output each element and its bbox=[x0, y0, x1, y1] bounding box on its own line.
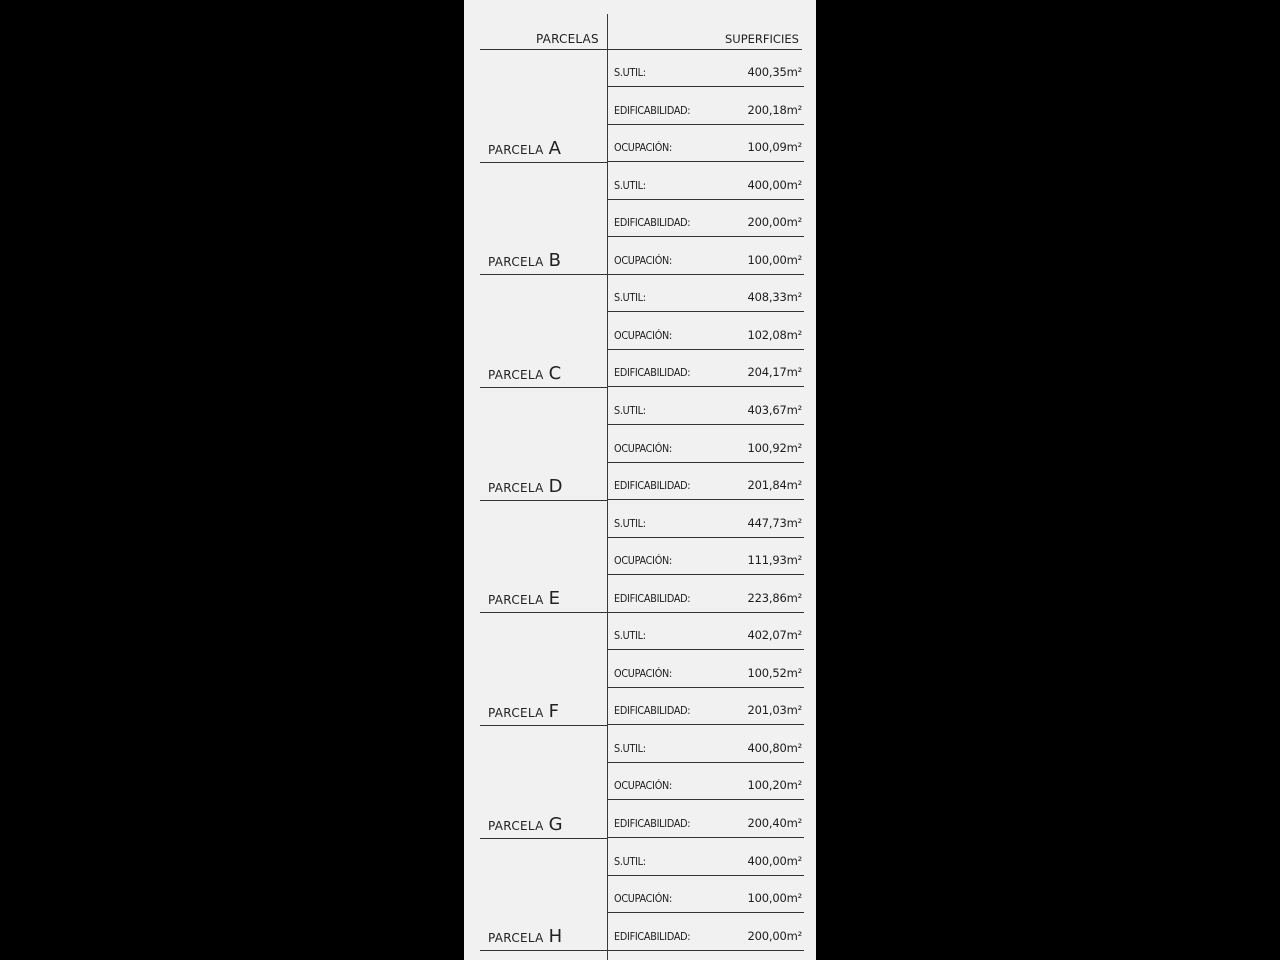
surface-value: 408,33m² bbox=[747, 290, 802, 305]
surface-value: 100,92m² bbox=[747, 440, 802, 455]
parcel-name bbox=[480, 813, 607, 839]
surface-label: EDIFICABILIDAD: bbox=[614, 367, 691, 380]
parcel-prefix: PARCELA bbox=[488, 367, 544, 382]
surface-value: 102,08m² bbox=[747, 327, 802, 342]
surface-value: 403,67m² bbox=[747, 402, 802, 417]
surface-value: 100,00m² bbox=[747, 252, 802, 267]
surface-label: S.UTIL: bbox=[614, 179, 646, 192]
surface-row bbox=[608, 763, 804, 800]
surface-row bbox=[608, 576, 804, 613]
header-superficies: SUPERFICIES bbox=[725, 32, 799, 46]
parcel-name bbox=[480, 249, 607, 275]
surface-value: 100,00m² bbox=[747, 891, 802, 906]
parcel-prefix: PARCELA bbox=[488, 931, 544, 946]
surface-row bbox=[608, 275, 804, 312]
parcel-letter: E bbox=[548, 588, 561, 610]
parcel-name bbox=[480, 362, 607, 388]
surface-value: 100,09m² bbox=[747, 140, 802, 155]
parcel-name bbox=[480, 137, 607, 163]
surface-label: OCUPACIÓN: bbox=[614, 667, 672, 680]
surface-value: 100,20m² bbox=[747, 778, 802, 793]
parcel-label bbox=[488, 588, 560, 609]
surface-row bbox=[608, 426, 804, 463]
surface-value: 400,00m² bbox=[747, 177, 802, 192]
surface-row bbox=[608, 200, 804, 237]
surface-row bbox=[608, 313, 804, 350]
surface-label: EDIFICABILIDAD: bbox=[614, 217, 691, 230]
parcel-name bbox=[480, 925, 607, 951]
surface-row bbox=[608, 463, 804, 500]
document-sheet bbox=[464, 0, 816, 960]
parcel-label bbox=[488, 476, 563, 497]
parcel-prefix: PARCELA bbox=[488, 818, 544, 833]
parcel-name bbox=[480, 475, 607, 501]
surface-label: S.UTIL: bbox=[614, 855, 646, 868]
surface-value: 400,35m² bbox=[747, 65, 802, 79]
surface-label: S.UTIL: bbox=[614, 67, 646, 79]
surface-row bbox=[608, 88, 804, 125]
surface-row bbox=[608, 839, 804, 876]
surface-row bbox=[608, 876, 804, 913]
surface-value: 200,00m² bbox=[747, 928, 802, 943]
surface-label: OCUPACIÓN: bbox=[614, 893, 672, 906]
surface-label: OCUPACIÓN: bbox=[614, 329, 672, 342]
surface-value: 400,80m² bbox=[747, 740, 802, 755]
surface-row bbox=[608, 688, 804, 725]
parcel-letter: D bbox=[548, 475, 563, 497]
surface-value: 201,03m² bbox=[747, 703, 802, 718]
surface-label: S.UTIL: bbox=[614, 404, 646, 417]
surface-label: OCUPACIÓN: bbox=[614, 254, 672, 267]
surface-label: OCUPACIÓN: bbox=[614, 780, 672, 793]
surface-value: 100,52m² bbox=[747, 665, 802, 680]
surface-value: 223,86m² bbox=[747, 590, 802, 605]
surface-row bbox=[608, 651, 804, 688]
parcel-letter: C bbox=[548, 362, 562, 384]
surface-label: S.UTIL: bbox=[614, 630, 646, 643]
surface-label: EDIFICABILIDAD: bbox=[614, 480, 691, 493]
surface-label: S.UTIL: bbox=[614, 742, 646, 755]
surface-label: EDIFICABILIDAD: bbox=[614, 592, 691, 605]
surface-label: OCUPACIÓN: bbox=[614, 442, 672, 455]
surface-row bbox=[608, 914, 804, 951]
surface-value: 200,18m² bbox=[747, 102, 802, 117]
parcel-letter: G bbox=[548, 813, 563, 835]
parcel-label bbox=[488, 363, 561, 384]
surface-value: 400,00m² bbox=[747, 853, 802, 868]
surface-row bbox=[608, 501, 804, 538]
surface-row bbox=[608, 538, 804, 575]
parcel-prefix: PARCELA bbox=[488, 255, 544, 270]
parcel-name bbox=[480, 587, 607, 613]
surface-row bbox=[608, 125, 804, 162]
parcel-prefix: PARCELA bbox=[488, 480, 544, 495]
surface-label: EDIFICABILIDAD: bbox=[614, 930, 691, 943]
surface-row bbox=[608, 726, 804, 763]
surface-row bbox=[608, 801, 804, 838]
parcel-label bbox=[488, 701, 559, 722]
parcel-label bbox=[488, 138, 561, 159]
surface-value: 201,84m² bbox=[747, 478, 802, 493]
parcel-prefix: PARCELA bbox=[488, 142, 544, 157]
parcel-letter: A bbox=[548, 137, 561, 159]
surface-row bbox=[608, 238, 804, 275]
parcel-letter: B bbox=[548, 250, 562, 272]
surface-label: EDIFICABILIDAD: bbox=[614, 818, 691, 830]
parcel-label bbox=[488, 250, 561, 271]
parcel-letter: H bbox=[548, 926, 563, 948]
parcel-letter: F bbox=[548, 700, 560, 722]
surface-row bbox=[608, 163, 804, 200]
surface-row bbox=[608, 50, 804, 87]
parcel-name bbox=[480, 700, 607, 726]
parcel-label bbox=[488, 926, 562, 947]
parcel-prefix: PARCELA bbox=[488, 705, 544, 720]
surface-row bbox=[608, 388, 804, 425]
surface-row bbox=[608, 613, 804, 650]
parcel-prefix: PARCELA bbox=[488, 593, 544, 608]
surface-label: EDIFICABILIDAD: bbox=[614, 705, 691, 718]
surface-label: S.UTIL: bbox=[614, 517, 646, 530]
surface-value: 204,17m² bbox=[747, 365, 802, 380]
surface-value: 447,73m² bbox=[747, 515, 802, 530]
header-parcelas: PARCELAS bbox=[536, 32, 599, 46]
surface-value: 200,40m² bbox=[747, 816, 802, 830]
parcel-label bbox=[488, 814, 563, 835]
surface-label: S.UTIL: bbox=[614, 292, 646, 305]
surface-row bbox=[608, 350, 804, 387]
surface-label: OCUPACIÓN: bbox=[614, 142, 672, 155]
surface-label: OCUPACIÓN: bbox=[614, 555, 672, 568]
surface-value: 111,93m² bbox=[747, 553, 802, 568]
surface-value: 402,07m² bbox=[747, 628, 802, 643]
surface-label: EDIFICABILIDAD: bbox=[614, 104, 691, 117]
surface-value: 200,00m² bbox=[747, 215, 802, 230]
